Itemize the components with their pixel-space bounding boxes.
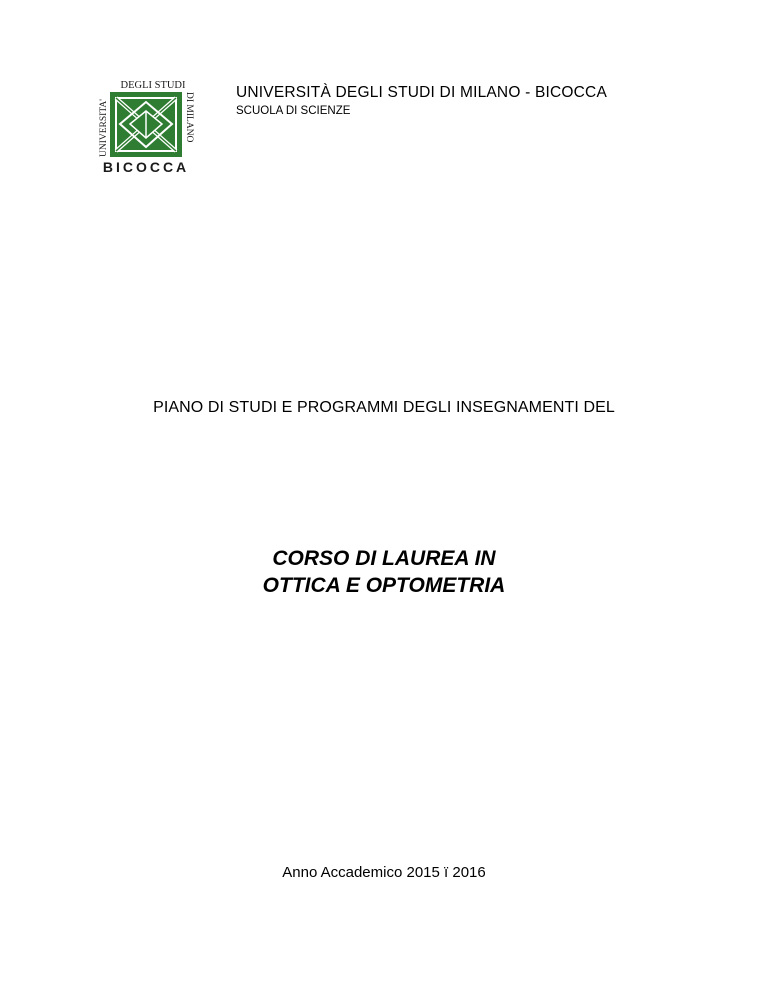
logo-text-left: UNIVERSITA'	[99, 99, 109, 157]
logo-text-bottom: BICOCCA	[102, 159, 190, 175]
plan-title: PIANO DI STUDI E PROGRAMMI DEGLI INSEGNAMENTI DEL	[153, 399, 615, 416]
course-title	[0, 545, 768, 599]
university-name: UNIVERSITÀ DEGLI STUDI DI MILANO - BICOCCA	[236, 84, 607, 101]
logo-text-top: DEGLI STUDI	[120, 80, 186, 91]
course-title-line-1: CORSO DI LAUREA IN	[272, 547, 496, 570]
bicocca-logo-icon	[96, 77, 196, 175]
logo-text-right: DI MILANO	[184, 92, 194, 143]
header-text-block	[236, 84, 607, 118]
academic-year: Anno Accademico 2015 ï 2016	[282, 864, 486, 881]
university-logo	[96, 77, 196, 175]
school-name: SCUOLA DI SCIENZE	[236, 105, 351, 117]
course-title-line-2: OTTICA E OPTOMETRIA	[262, 574, 506, 597]
